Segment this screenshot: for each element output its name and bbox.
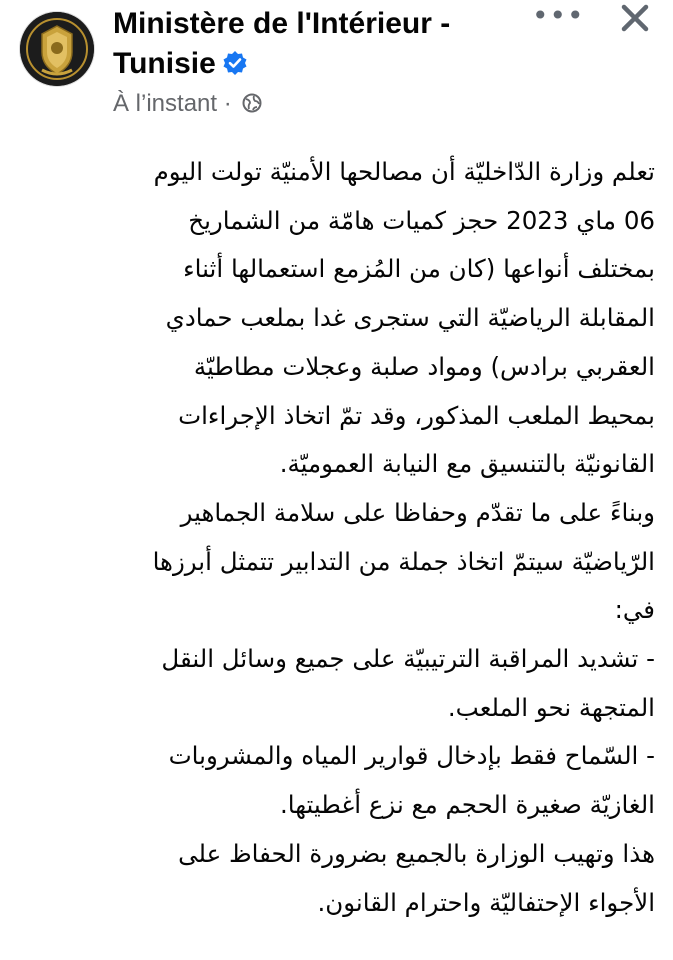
ministry-logo-icon [20,12,94,86]
page-avatar[interactable] [20,12,94,86]
post-line: المتجهة نحو الملعب. [447,692,655,722]
timestamp[interactable]: À l’instant [113,90,218,117]
page-name-line1: Ministère de l'Intérieur - [113,7,451,40]
post-line: الغازيّة صغيرة الحجم مع نزع أغطيتها. [279,790,655,820]
page-name-line2 [113,44,513,84]
close-icon[interactable] [615,0,655,40]
post-line: المقابلة الرياضيّة التي ستجرى غدا بملعب حمادي [165,303,655,333]
post-line: الأجواء الإحتفاليّة واحترام القانون. [317,887,655,917]
post-meta [113,88,262,120]
verified-badge-icon [222,47,248,73]
post-body [30,148,655,927]
globe-icon[interactable] [242,90,262,110]
post-line: - السّماح فقط بإدخال قوارير المياه والمشروبات [168,741,655,771]
post-line: - تشديد المراقبة الترتيبيّة على جميع وسائل النقل [161,644,655,674]
post-line: الرّياضيّة سيتمّ اتخاذ جملة من التدابير تتمثل أبرزها [152,546,655,576]
post-header [0,0,673,130]
more-options-icon[interactable]: ••• [532,0,585,32]
post-line: في: [614,595,655,625]
post-line: هذا وتهيب الوزارة بالجميع بضرورة الحفاظ على [178,838,655,868]
page-name[interactable] [113,4,513,84]
post-line: العقربي برادس) ومواد صلبة وعجلات مطاطيّة [193,351,655,381]
post-line: وبناءً على ما تقدّم وحفاظا على سلامة الجماهير [180,497,655,527]
post-line: تعلم وزارة الدّاخليّة أن مصالحها الأمنيّة تولت اليوم [153,157,655,186]
post-line: بمحيط الملعب المذكور، وقد تمّ اتخاذ الإجراءات [178,400,655,430]
page-name-line2-text: Tunisie [113,47,216,80]
post-line: 06 ماي 2023 حجز كميات هامّة من الشماريخ [188,205,655,235]
post-line: بمختلف أنواعها (كان من المُزمع استعمالها أثناء [183,254,655,284]
meta-separator: · [223,90,232,117]
post-line: القانونيّة بالتنسيق مع النيابة العموميّة. [279,449,655,479]
